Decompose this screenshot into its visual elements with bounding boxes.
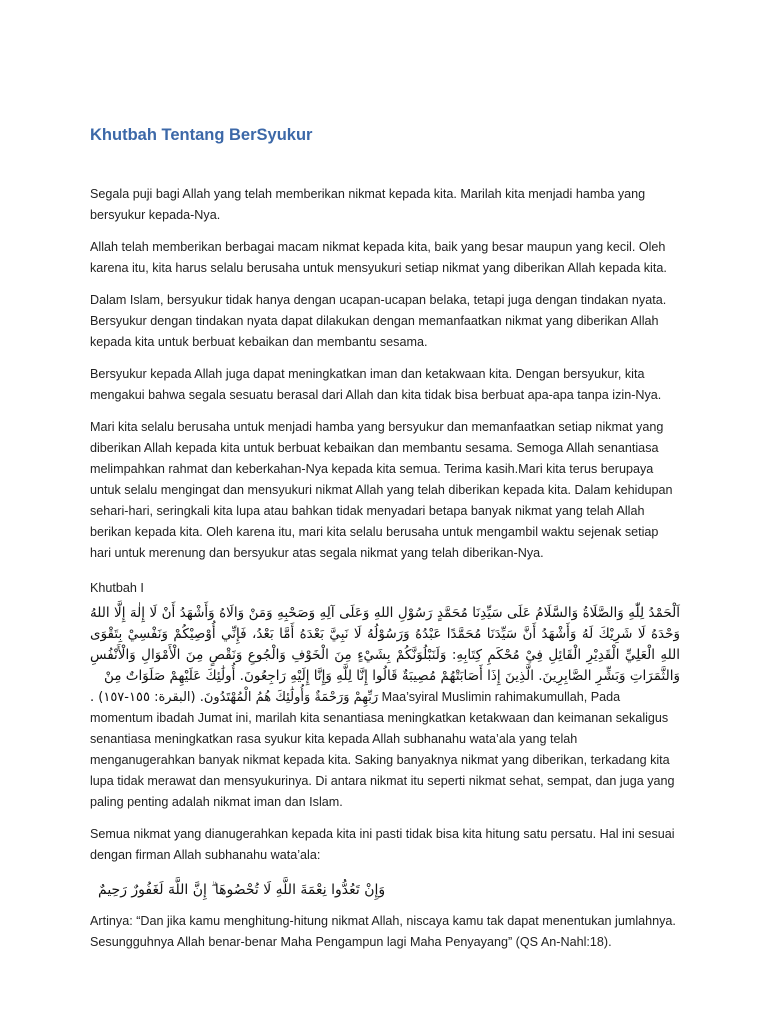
document-title: Khutbah Tentang BerSyukur [90,126,313,144]
paragraph-5: Mari kita selalu berusaha untuk menjadi hamba yang bersyukur dan memanfaatkan setiap nikmat yang diberikan Allah kepada kita untuk berbuat kebaikan dan membantu sesama. Semoga Allah senantiasa melimpahkan rahmat dan keberkahan-Nya kepada kita semua. Terima kasih.Mari kita terus berupaya untuk selalu mengingat dan mensyukuri nikmat Allah yang telah diberikan kepada kita. Dalam kehidupan sehari-hari, seringkali kita lupa atau bahkan tidak menyadari betapa banyak nikmat yang telah Allah berikan kepada kita. Oleh karena itu, mari kita selalu berusaha untuk mengambil waktu sejenak setiap hari untuk merenung dan bersyukur atas segala nikmat yang telah diberikan-Nya. [90,420,673,560]
paragraph-1: Segala puji bagi Allah yang telah memberikan nikmat kepada kita. Marilah kita menjadi hamba yang bersyukur kepada-Nya. [90,187,646,222]
section-label-khutbah-1: Khutbah I [90,581,144,595]
paragraph-3: Dalam Islam, bersyukur tidak hanya dengan ucapan-ucapan belaka, tetapi juga dengan tindakan nyata. Bersyukur dengan tindakan nyata dapat dilakukan dengan memanfaatkan nikmat yang diberikan Allah kepada kita untuk berbuat kebaikan dan membantu sesama. [90,293,667,349]
arabic-closing-text: رَبِّهِمْ وَرَحْمَةٌ وَأُولَٰئِكَ هُمُ الْمُهْتَدُونَ. (البقرة: ١٥٥-١٥٧) . [90,690,379,705]
paragraph-after-arabic-text: Maa’syiral Muslimin rahimakumullah, Pada momentum ibadah Jumat ini, marilah kita senantiasa meningkatkan ketakwaan dan keimanan sekaligus senantiasa meningkatkan rasa syukur kita kepada Allah subhanahu wata’ala yang telah menganugerahkan banyak nikmat kepada kita. Saking banyaknya nikmat yang diberikan, terkadang kita lupa tidak merawat dan mensyukurinya. Di antara nikmat itu seperti nikmat sehat, sempat, dan juga yang paling penting adalah nikmat iman dan Islam. [90,690,675,809]
document-page [90,122,680,964]
paragraph-after-arabic [90,687,680,813]
paragraph-firman: Semua nikmat yang dianugerahkan kepada kita ini pasti tidak bisa kita hitung satu persatu. Hal ini sesuai dengan firman Allah subhanahu wata’ala: [90,827,675,862]
paragraph-2: Allah telah memberikan berbagai macam nikmat kepada kita, baik yang besar maupun yang kecil. Oleh karena itu, kita harus selalu berusaha untuk mensyukuri setiap nikmat yang diberikan Allah kepada kita. [90,240,667,275]
paragraph-4: Bersyukur kepada Allah juga dapat meningkatkan iman dan ketakwaan kita. Dengan bersyukur, kita mengakui bahwa segala sesuatu berasal dari Allah dan kita tidak bisa berbuat apa-apa tanpa izin-Nya. [90,367,662,402]
translation-paragraph: Artinya: “Dan jika kamu menghitung-hitung nikmat Allah, niscaya kamu tak dapat menentukan jumlahnya. Sesungguhnya Allah benar-benar Maha Pengampun lagi Maha Penyayang” (QS An-Nahl:18). [90,914,676,949]
arabic-opening-text: اَلْحَمْدُ لِلّٰهِ وَالصَّلَاةُ وَالسَّلَامُ عَلَى سَيِّدِنَا مُحَمَّدٍ رَسُوْلِ اللهِ وَعَلَى آلِهِ وَصَحْبِهِ وَمَنْ وَالَاهُ وَأَشْهَدُ أَنْ لَا إِلٰهَ إِلَّا اللهُ وَحْدَهُ لَا شَرِيْكَ لَهُ وَأَشْهَدُ أَنَّ سَيِّدَنَا مُحَمَّدًا عَبْدُهُ وَرَسُوْلُهُ لَا نَبِيَّ بَعْدَهُ أَمَّا بَعْدُ، فَإِنِّي أُوْصِيْكُمْ وَنَفْسِيْ بِتَقْوَى اللهِ الْعَلِيِّ الْقَدِيْرِ الْقَائِلِ فِيْ مُحْكَمِ كِتَابِهِ: وَلَنَبْلُوَنَّكُمْ بِشَيْءٍ مِنَ الْخَوْفِ وَالْجُوعِ وَنَقْصٍ مِنَ الْأَمْوَالِ وَالْأَنْفُسِ وَالثَّمَرَاتِ وَبَشِّرِ الصَّابِرِينَ. الَّذِينَ إِذَا أَصَابَتْهُمْ مُصِيبَةٌ قَالُوا إِنَّا لِلَّهِ وَإِنَّا إِلَيْهِ رَاجِعُونَ. أُولَٰئِكَ عَلَيْهِمْ صَلَوَاتٌ مِنْ [90,605,680,684]
arabic-verse: وَإِنْ تَعُدُّوا نِعْمَةَ اللَّهِ لَا تُحْصُوهَا ۗ إِنَّ اللَّهَ لَغَفُورٌ رَحِيمٌ [98,882,386,898]
